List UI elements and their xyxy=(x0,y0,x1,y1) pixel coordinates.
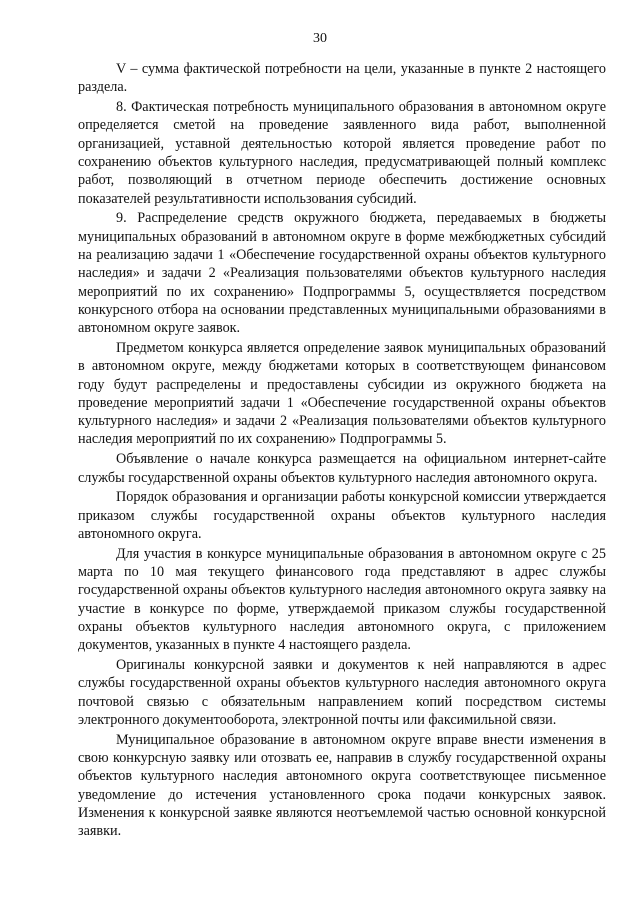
paragraph-commission-procedure: Порядок образования и организации работы конкурсной комиссии утверждается приказом службы государственной охраны объектов культурного наследия автономного округа. xyxy=(78,489,606,542)
page-number: 30 xyxy=(313,31,327,46)
paragraph-formula-v: V – сумма фактической потребности на цели, указанные в пункте 2 настоящего раздела. xyxy=(78,61,606,96)
document-body xyxy=(78,60,606,842)
paragraph-contest-subject: Предметом конкурса является определение заявок муниципальных образований в автономном округе, между бюджетами которых в соответствующем финансовом году будут распределены и предоставлены субсидии из окружного бюджета на проведение мероприятий задачи 1 «Обеспечение государственной охраны объектов культурного наследия» и задачи 2 «Реализация пользователями объектов культурного наследия мероприятий по их сохранению» Подпрограммы 5. xyxy=(78,339,606,448)
paragraph-participation: Для участия в конкурсе муниципальные образования в автономном округе с 25 марта по 10 мая текущего финансового года представляют в адрес службы государственной охраны объектов культурного наследия автономного округа заявку на участие в конкурсе по форме, утверждаемой приказом службы государственной охраны объектов культурного наследия автономного округа, с приложением документов, указанных в пункте 4 настоящего раздела. xyxy=(78,545,606,654)
paragraph-8: 8. Фактическая потребность муниципального образования в автономном округе определяется сметой на проведение заявленного вида работ, выполненной организацией, уставной деятельностью которой является проведение работ по сохранению объектов культурного наследия, предусматривающей полный комплекс работ, позволяющий в отчетном периоде обеспечить достижение основных показателей результативности использования субсидий. xyxy=(78,99,606,207)
paragraph-originals: Оригиналы конкурсной заявки и документов к ней направляются в адрес службы государственной охраны объектов культурного наследия автономного округа почтовой связью с обязательным направлением копий посредством системы электронного документооборота, электронной почты или факсимильной связи. xyxy=(78,657,606,728)
paragraph-contest-announcement: Объявление о начале конкурса размещается на официальном интернет-сайте службы государственной охраны объектов культурного наследия автономного округа. xyxy=(78,451,606,486)
paragraph-changes: Муниципальное образование в автономном округе вправе внести изменения в свою конкурсную заявку или отозвать ее, направив в службу государственной охраны объектов культурного наследия автономного округа соответствующее письменное уведомление до истечения установленного срока подачи конкурсных заявок. Изменения к конкурсной заявке являются неотъемлемой частью основной конкурсной заявки. xyxy=(78,731,606,840)
paragraph-9: 9. Распределение средств окружного бюджета, передаваемых в бюджеты муниципальных образований в автономном округе в форме межбюджетных субсидий на реализацию задачи 1 «Обеспечение государственной охраны объектов культурного наследия» и задачи 2 «Реализация пользователями объектов культурного наследия мероприятий по их сохранению» Подпрограммы 5, осуществляется посредством конкурсного отбора на основании представленных муниципальными образованиями в автономном округе заявок. xyxy=(78,210,606,337)
